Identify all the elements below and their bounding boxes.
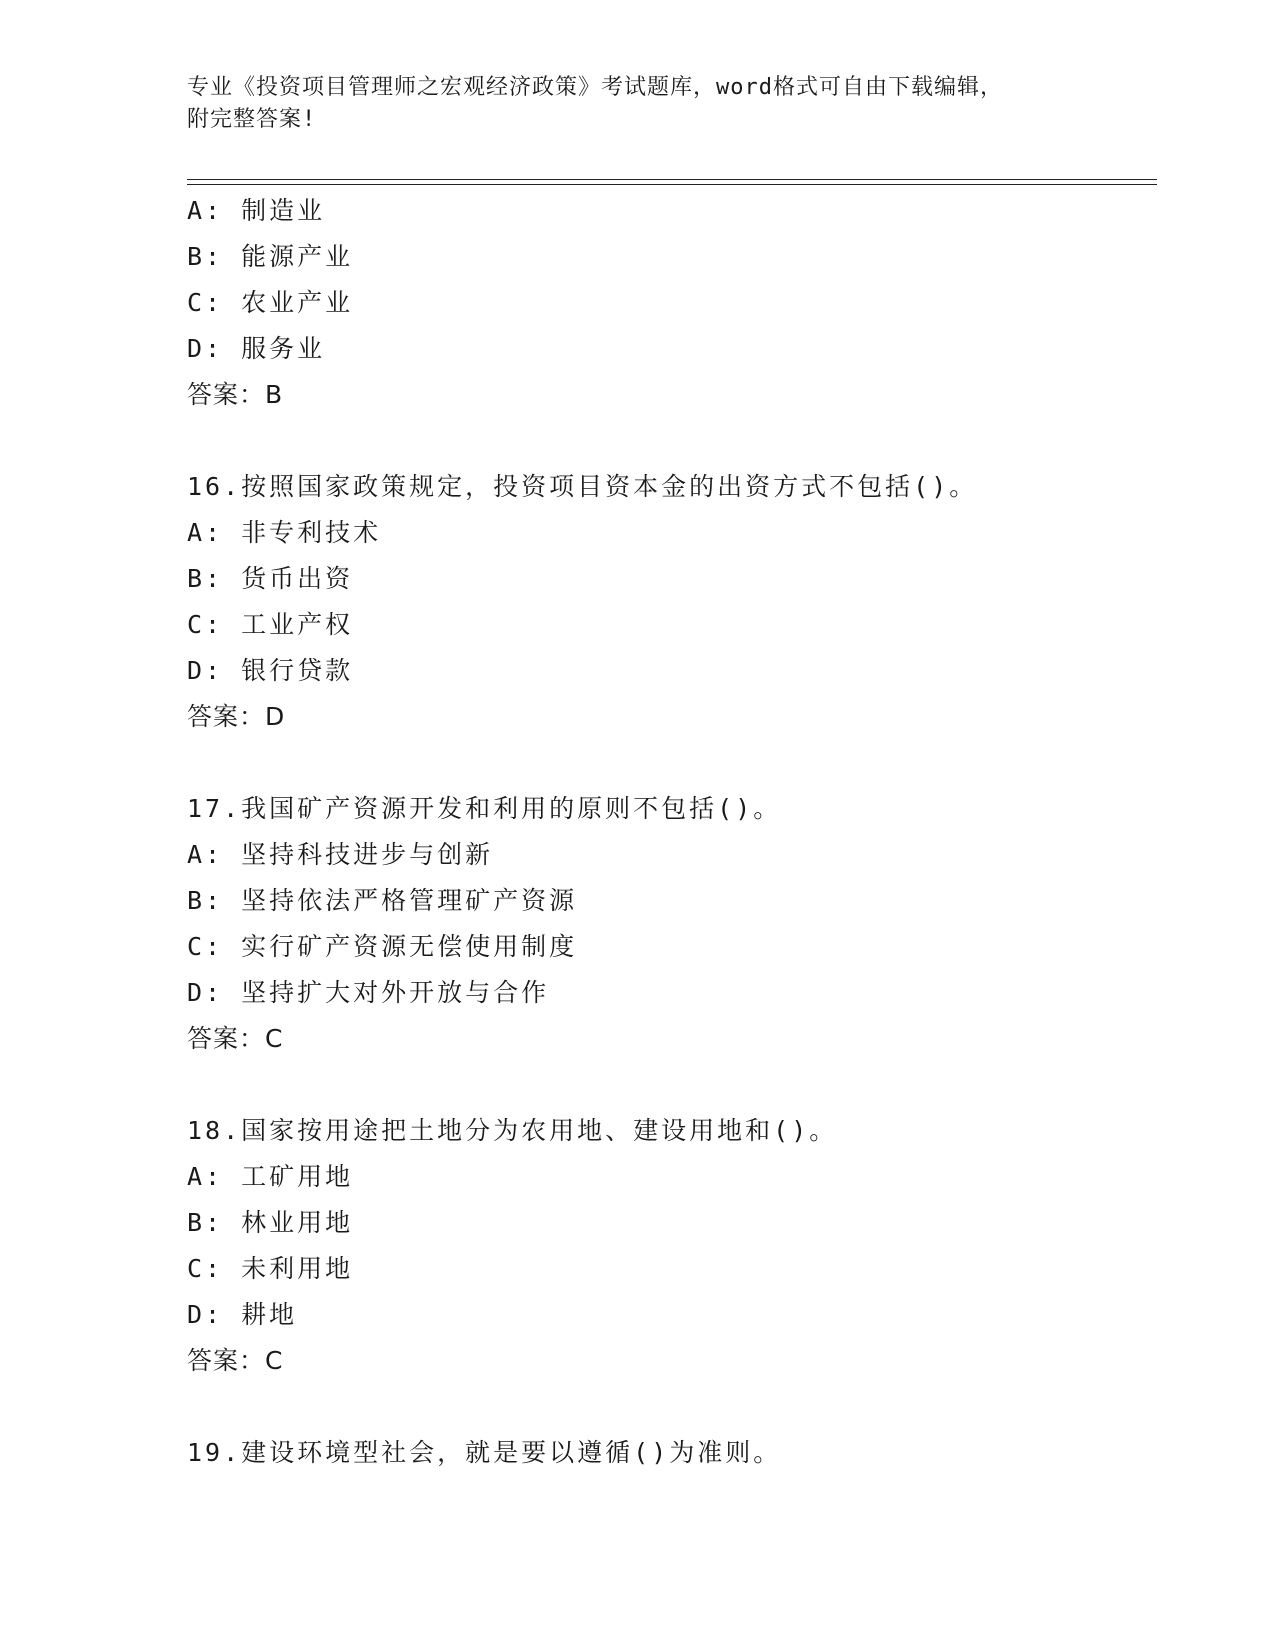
option-c: C: 实行矿产资源无偿使用制度: [187, 932, 578, 961]
answer: 答案：C: [187, 1346, 284, 1375]
option-c: C: 未利用地: [187, 1254, 354, 1283]
answer: 答案：D: [187, 702, 286, 731]
question-18: [187, 1108, 1167, 1384]
spacer: [187, 418, 1167, 464]
question-list: [187, 188, 1167, 1476]
option-a: A: 坚持科技进步与创新: [187, 840, 494, 869]
question-stem: 18.国家按用途把土地分为农用地、建设用地和()。: [187, 1116, 838, 1145]
option-c: C: 工业产权: [187, 610, 354, 639]
option-b: B: 货币出资: [187, 564, 354, 593]
question-15: [187, 188, 1167, 418]
spacer: [187, 1062, 1167, 1108]
option-c: C: 农业产业: [187, 288, 354, 317]
question-stem: 19.建设环境型社会，就是要以遵循()为准则。: [187, 1438, 782, 1467]
question-19: [187, 1430, 1167, 1476]
option-d: D: 银行贷款: [187, 656, 354, 685]
option-a: A: 工矿用地: [187, 1162, 354, 1191]
option-b: B: 坚持依法严格管理矿产资源: [187, 886, 578, 915]
answer: 答案：C: [187, 1024, 284, 1053]
option-d: D: 坚持扩大对外开放与合作: [187, 978, 550, 1007]
option-b: B: 林业用地: [187, 1208, 354, 1237]
header-line-2: 附完整答案!: [187, 107, 317, 132]
option-d: D: 耕地: [187, 1300, 298, 1329]
answer: 答案：B: [187, 380, 284, 409]
option-a: A: 非专利技术: [187, 518, 382, 547]
header-rule-top: [187, 179, 1157, 180]
spacer: [187, 1384, 1167, 1430]
option-b: B: 能源产业: [187, 242, 354, 271]
option-d: D: 服务业: [187, 334, 326, 363]
question-17: [187, 786, 1167, 1062]
option-a: A: 制造业: [187, 196, 326, 225]
document-header: [187, 72, 1087, 136]
question-16: [187, 464, 1167, 740]
question-stem: 17.我国矿产资源开发和利用的原则不包括()。: [187, 794, 782, 823]
header-rule-bottom: [187, 184, 1157, 185]
header-line-1: 专业《投资项目管理师之宏观经济政策》考试题库，word格式可自由下载编辑，: [187, 75, 1003, 100]
question-stem: 16.按照国家政策规定，投资项目资本金的出资方式不包括()。: [187, 472, 978, 501]
spacer: [187, 740, 1167, 786]
